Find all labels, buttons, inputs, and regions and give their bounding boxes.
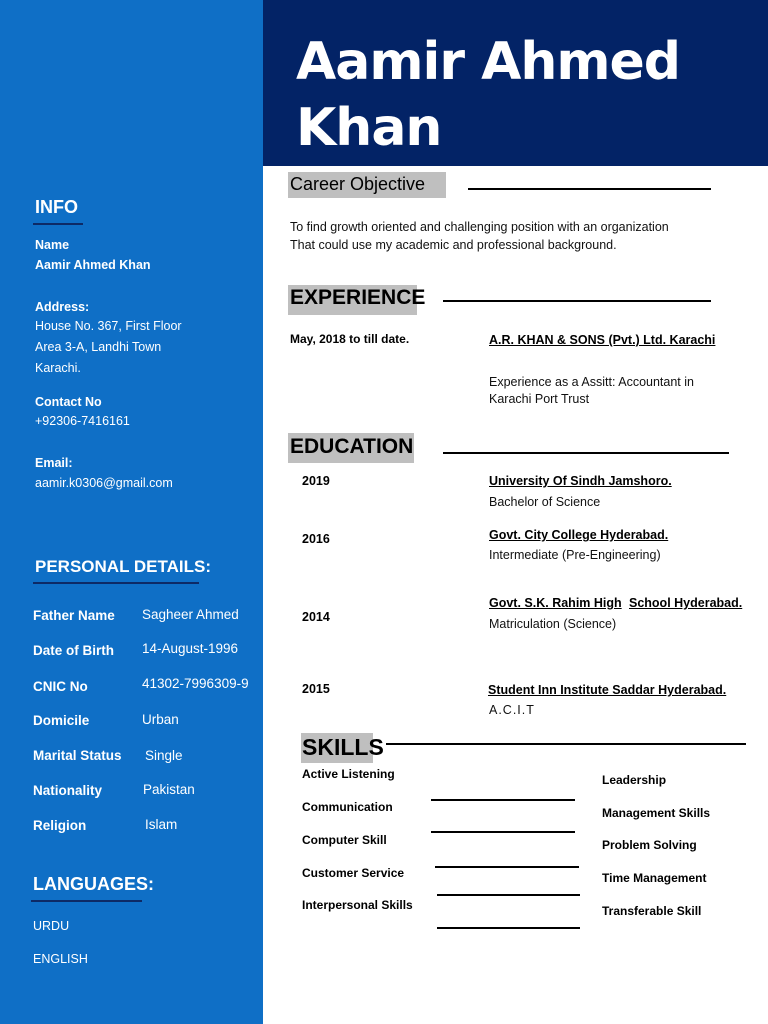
- experience-rule: [443, 300, 711, 302]
- education-year: 2014: [302, 610, 330, 624]
- pd-value: 14-August-1996: [142, 641, 239, 656]
- name-value: Aamir Ahmed Khan: [35, 258, 151, 272]
- pd-label: Domicile: [33, 713, 90, 728]
- education-degree: Intermediate (Pre-Engineering): [489, 548, 661, 562]
- languages-heading: LANGUAGES:: [33, 874, 154, 894]
- experience-desc: Karachi Port Trust: [489, 392, 590, 406]
- skills-heading: SKILLS: [302, 734, 384, 760]
- education-year: 2015: [302, 682, 330, 696]
- contact-label: Contact No: [35, 395, 102, 409]
- full-name-line2: Khan: [296, 98, 442, 158]
- experience-company: A.R. KHAN & SONS (Pvt.) Ltd. Karachi: [489, 333, 716, 347]
- personal-details-heading: PERSONAL DETAILS:: [35, 557, 211, 576]
- skill-item: Time Management: [602, 871, 707, 885]
- education-degree: Bachelor of Science: [489, 495, 601, 509]
- education-rule: [443, 452, 729, 454]
- pd-label: Marital Status: [33, 748, 122, 763]
- address-line: Area 3-A, Landhi Town: [35, 340, 162, 354]
- education-degree: Matriculation (Science): [489, 617, 617, 631]
- contact-value: +92306-7416161: [35, 414, 130, 428]
- pd-value: Islam: [145, 817, 178, 832]
- skill-item: Problem Solving: [602, 838, 697, 852]
- skill-divider: [431, 799, 575, 801]
- career-heading: Career Objective: [290, 174, 426, 194]
- education-degree: A.C.I.T: [489, 703, 535, 717]
- education-institute: Student Inn Institute Saddar Hyderabad.: [488, 683, 727, 697]
- skill-item: Computer Skill: [302, 833, 387, 847]
- address-label: Address:: [35, 300, 90, 314]
- skill-item: Communication: [302, 800, 393, 814]
- address-line: Karachi.: [35, 361, 81, 375]
- email-label: Email:: [35, 456, 73, 470]
- languages-rule: [31, 900, 142, 902]
- pd-value: Sagheer Ahmed: [142, 607, 239, 622]
- career-rule: [468, 188, 711, 190]
- experience-heading: EXPERIENCE: [290, 286, 426, 309]
- skill-divider: [431, 831, 575, 833]
- education-year: 2016: [302, 532, 330, 546]
- education-year: 2019: [302, 474, 330, 488]
- full-name-line1: Aamir Ahmed: [296, 32, 681, 92]
- education-institute: School Hyderabad.: [629, 596, 743, 610]
- info-heading: INFO: [35, 197, 78, 217]
- pd-label: CNIC No: [33, 679, 88, 694]
- skill-item: Customer Service: [302, 866, 405, 880]
- skill-item: Active Listening: [302, 767, 395, 781]
- skills-rule: [386, 743, 746, 745]
- info-heading-rule: [33, 223, 83, 225]
- pd-value: Urban: [142, 712, 179, 727]
- sidebar: [0, 0, 263, 1024]
- career-text: To find growth oriented and challenging position with an organization: [290, 220, 669, 234]
- skill-item: Management Skills: [602, 806, 711, 820]
- language-item: URDU: [33, 919, 70, 933]
- experience-period: May, 2018 to till date.: [290, 332, 410, 346]
- address-line: House No. 367, First Floor: [35, 319, 182, 333]
- name-label: Name: [35, 238, 70, 252]
- pd-label: Nationality: [33, 783, 103, 798]
- education-institute: University Of Sindh Jamshoro.: [489, 474, 672, 488]
- skill-item: Leadership: [602, 773, 667, 787]
- language-item: ENGLISH: [33, 952, 88, 966]
- pd-label: Date of Birth: [33, 643, 114, 658]
- skill-divider: [437, 927, 580, 929]
- education-institute: Govt. S.K. Rahim High: [489, 596, 622, 610]
- email-value: aamir.k0306@gmail.com: [35, 476, 173, 490]
- pd-value: Pakistan: [143, 782, 195, 797]
- pd-value: 41302-7996309-9: [142, 676, 249, 691]
- career-text: That could use my academic and professional background.: [290, 238, 617, 252]
- pd-value: Single: [145, 748, 183, 763]
- personal-details-rule: [33, 582, 199, 584]
- experience-desc: Experience as a Assitt: Accountant in: [489, 375, 694, 389]
- skill-divider: [437, 894, 580, 896]
- skill-item: Interpersonal Skills: [302, 898, 413, 912]
- education-institute: Govt. City College Hyderabad.: [489, 528, 669, 542]
- pd-label: Religion: [33, 818, 87, 833]
- education-heading: EDUCATION: [290, 435, 414, 458]
- pd-label: Father Name: [33, 608, 115, 623]
- skill-divider: [435, 866, 579, 868]
- skill-item: Transferable Skill: [602, 904, 702, 918]
